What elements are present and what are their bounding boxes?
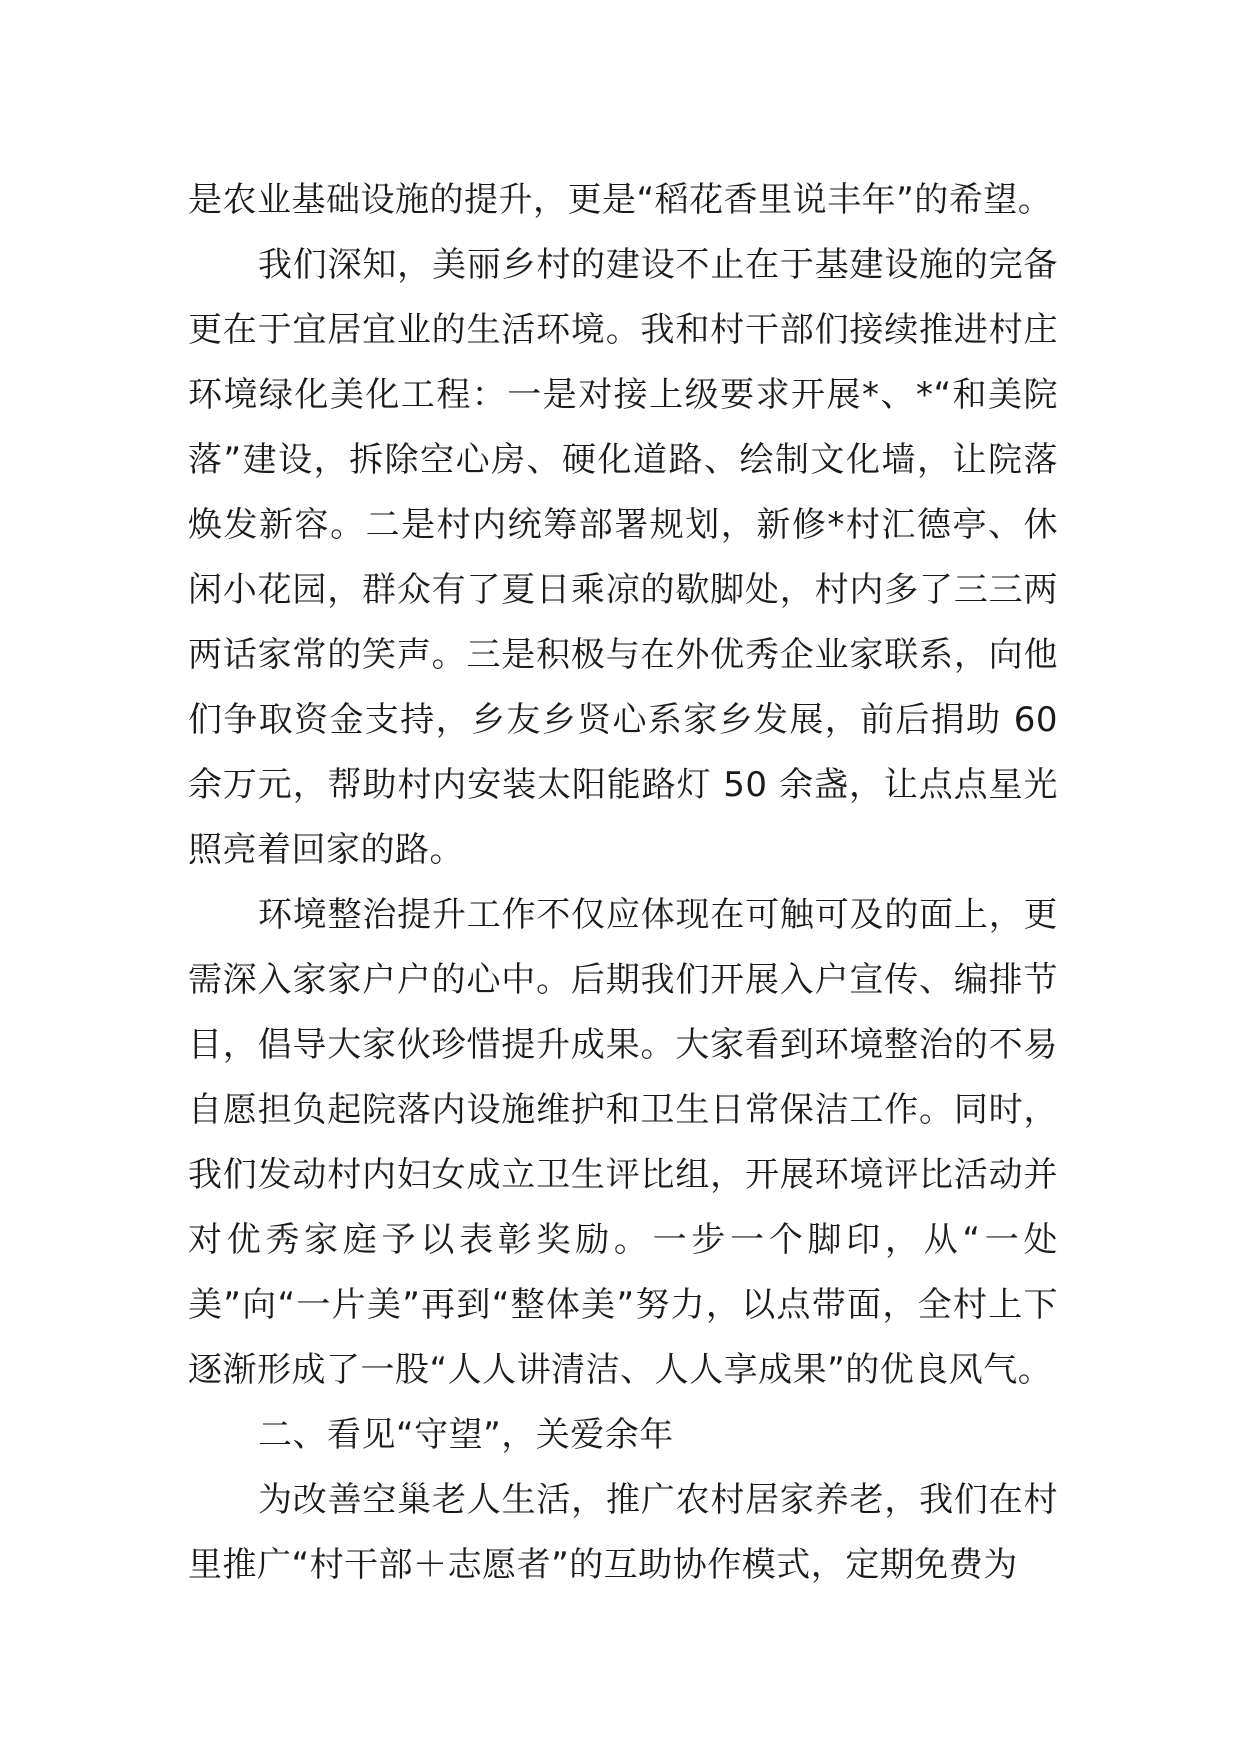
section-heading-elderly-care: 二、看见“守望”，关爱余年: [258, 1415, 674, 1455]
paragraph-environment-greening: 我们深知，美丽乡村的建设不止在于基建设施的完备更在于宜居宜业的生活环境。我和村干部们接续推进村庄环境绿化美化工程：一是对接上级要求开展*、*“和美院落”建设，拆除空心房、硬化道路、绘制文化墙，让院落焕发新容。二是村内统筹部署规划，新修*村汇德亭、休闲小花园，群众有了夏日乘凉的歇脚处，村内多了三三两两话家常的笑声。三是积极与在外优秀企业家联系，向他们争取资金支持，乡友乡贤心系家乡发展，前后捐助 60 余万元，帮助村内安装太阳能路灯 50 余盏，让点点星光照亮着回家的路。: [188, 245, 1058, 870]
paragraph-elderly-care: 为改善空巢老人生活，推广农村居家养老，我们在村里推广“村干部＋志愿者”的互助协作模式，定期免费为: [188, 1480, 1058, 1585]
document-body: [188, 168, 1058, 1598]
paragraph-continuation: 是农业基础设施的提升，更是“稻花香里说丰年”的希望。: [188, 180, 1053, 220]
paragraph-environment-rectification: 环境整治提升工作不仅应体现在可触可及的面上，更需深入家家户户的心中。后期我们开展入户宣传、编排节目，倡导大家伙珍惜提升成果。大家看到环境整治的不易自愿担负起院落内设施维护和卫生日常保洁工作。同时，我们发动村内妇女成立卫生评比组，开展环境评比活动并对优秀家庭予以表彰奖励。一步一个脚印，从“一处美”向“一片美”再到“整体美”努力，以点带面，全村上下逐渐形成了一股“人人讲清洁、人人享成果”的优良风气。: [188, 895, 1058, 1390]
